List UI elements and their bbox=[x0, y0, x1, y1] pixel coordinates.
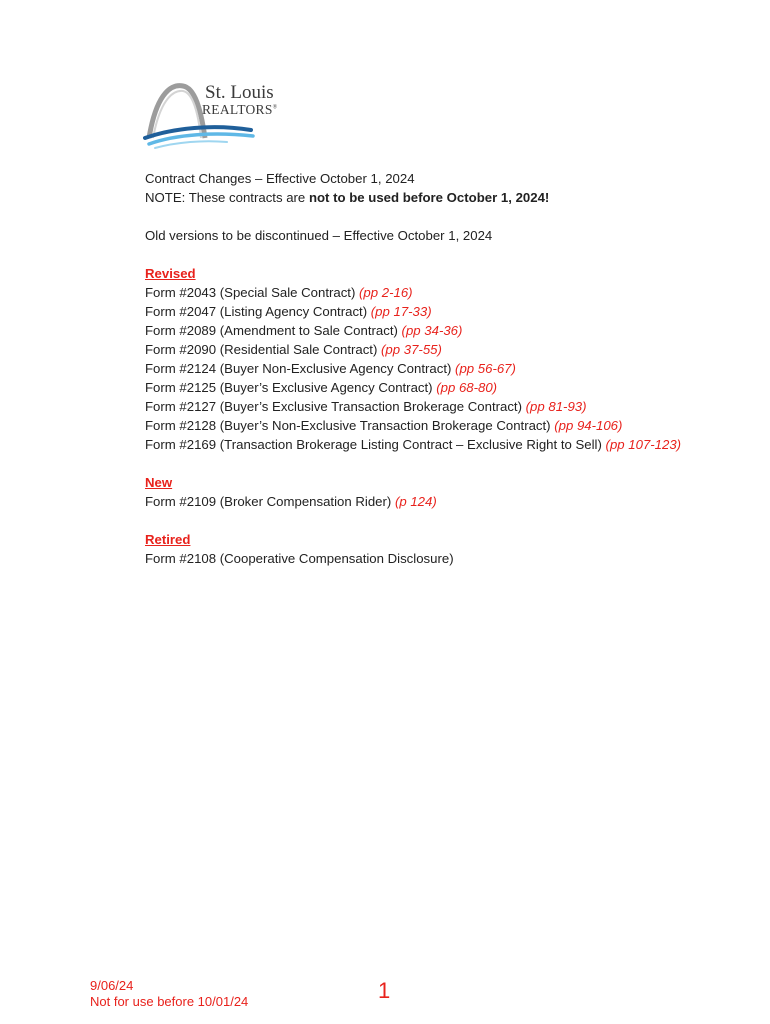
logo-subtitle: REALTORS® bbox=[202, 102, 278, 117]
list-item: Form #2047 (Listing Agency Contract) (pp 17-33) bbox=[145, 304, 432, 319]
note-emphasis: not to be used before October 1, 2024! bbox=[308, 190, 550, 205]
note-line: NOTE: These contracts are not to be used before October 1, 2024! bbox=[145, 190, 550, 205]
new-heading: New bbox=[145, 475, 173, 490]
footer-notice bbox=[90, 978, 248, 1010]
list-item: Form #2125 (Buyer’s Exclusive Agency Contract) (pp 68-80) bbox=[145, 380, 498, 395]
list-item: Form #2043 (Special Sale Contract) (pp 2-16) bbox=[145, 285, 413, 300]
discontinued-line: Old versions to be discontinued – Effective October 1, 2024 bbox=[145, 228, 493, 243]
list-item: Form #2090 (Residential Sale Contract) (pp 37-55) bbox=[145, 342, 442, 357]
list-item: Form #2128 (Buyer’s Non-Exclusive Transaction Brokerage Contract) (pp 94-106) bbox=[145, 418, 623, 433]
list-item: Form #2089 (Amendment to Sale Contract) (pp 34-36) bbox=[145, 323, 463, 338]
list-item: Form #2127 (Buyer’s Exclusive Transaction Brokerage Contract) (pp 81-93) bbox=[145, 399, 587, 414]
document-body bbox=[145, 169, 745, 568]
retired-heading: Retired bbox=[145, 532, 191, 547]
revised-list bbox=[145, 283, 745, 454]
list-item: Form #2124 (Buyer Non-Exclusive Agency Contract) (pp 56-67) bbox=[145, 361, 516, 376]
footer-not-for-use: Not for use before 10/01/24 bbox=[90, 994, 249, 1009]
doc-title: Contract Changes – Effective October 1, 2024 bbox=[145, 171, 415, 186]
page-number: 1 bbox=[378, 978, 391, 1003]
revised-heading: Revised bbox=[145, 266, 196, 281]
footer-date: 9/06/24 bbox=[90, 978, 134, 993]
logo-title: St. Louis bbox=[205, 82, 274, 103]
list-item: Form #2109 (Broker Compensation Rider) (p 124) bbox=[145, 494, 437, 509]
st-louis-realtors-logo bbox=[143, 80, 288, 152]
list-item: Form #2108 (Cooperative Compensation Disclosure) bbox=[145, 551, 454, 566]
list-item: Form #2169 (Transaction Brokerage Listing Contract – Exclusive Right to Sell) (pp 107-123) bbox=[145, 437, 682, 452]
